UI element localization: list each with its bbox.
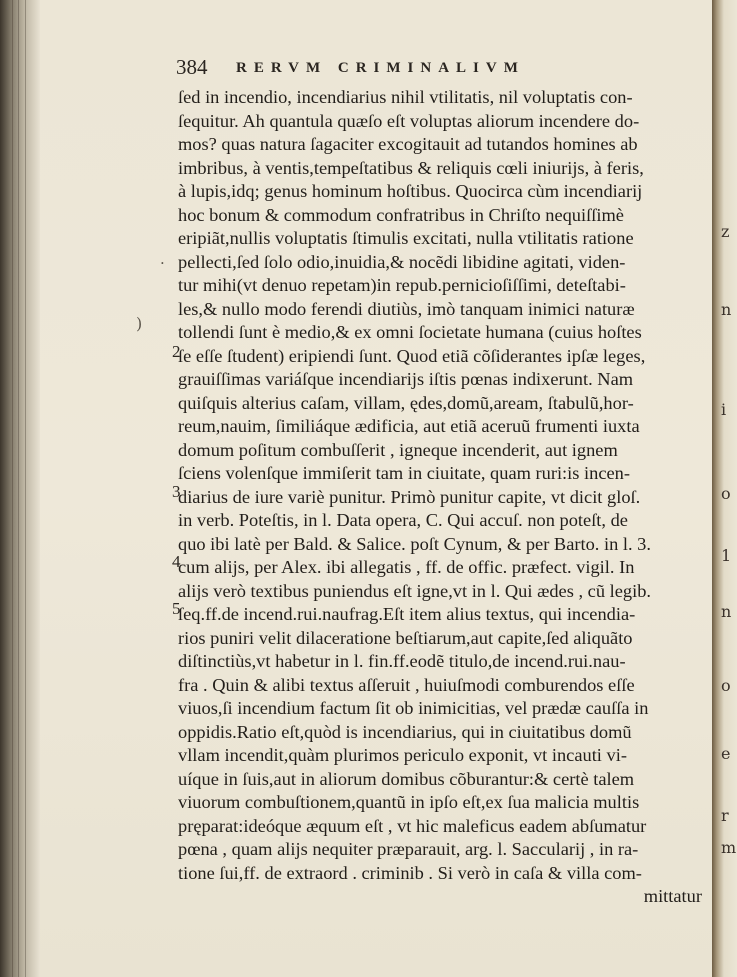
text-line: alijs verò textibus puniendus eſt igne,vt in l. Qui ædes , cũ legib.: [178, 580, 651, 601]
text-line: quo ibi latè per Bald. & Salice. poſt Cynum, & per Barto. in l. 3.: [178, 533, 651, 554]
text-line: pręparat:ideóque æquum eſt , vt hic maleficus eadem abſumatur: [178, 815, 647, 836]
text-line: ſequitur. Ah quantula quæſo eſt voluptas aliorum incendere do-: [178, 110, 640, 131]
margin-note-number: 4: [172, 552, 181, 571]
text-line: diſtinctiùs,vt habetur in l. fin.ff.eodẽ titulo,de incend.rui.nau-: [178, 651, 626, 671]
text-line: uíque in ſuis,aut in aliorum domibus cõburantur:& certè talem: [178, 768, 635, 789]
facing-page-fragment: i: [721, 400, 727, 419]
running-head: [176, 55, 712, 80]
text-line: vllam incendit,quàm plurimos periculo exponit, vt incauti vi-: [178, 745, 627, 765]
margin-bracket-mark: ): [136, 314, 143, 333]
text-line: quiſquis alterius caſam, villam, ędes,domũ,aream, ſtabulũ,hor-: [178, 392, 634, 413]
facing-page-fragment: r: [721, 806, 729, 825]
text-line: rios puniri velit dilaceratione beſtiarum,aut capite,ſed aliquãto: [178, 627, 633, 648]
page-number: 384: [176, 55, 208, 79]
facing-page-fragment: 1: [721, 546, 732, 565]
facing-page-fragment: o: [721, 676, 731, 695]
text-line: fra . Quin & alibi textus aſſeruit , huiuſmodi comburendos eſſe: [178, 674, 635, 695]
text-line: diarius de iure variè punitur. Primò punitur capite, vt dicit gloſ.: [178, 486, 641, 507]
facing-page-fragment: n: [721, 300, 732, 319]
page-stack-line: [18, 0, 19, 977]
text-line: domum poſitum combuſſerit , igneque incenderit, aut ignem: [178, 439, 618, 460]
text-line: grauiſſimas variáſque incendiarijs iſtis pœnas indixerunt. Nam: [178, 369, 634, 389]
text-line: viuos,ſi incendium factum ſit ob inimicitias, vel prædæ cauſſa in: [178, 698, 649, 718]
text-line: eripiãt,nullis voluptatis ſtimulis excitati, nulla vtilitatis ratione: [178, 228, 634, 248]
facing-page-fragment: o: [721, 484, 731, 503]
text-line: mos? quas natura ſagaciter excogitauit ad tutandos homines ab: [178, 134, 638, 154]
text-line: imbribus, à ventis,tempeſtatibus & reliquis cœli iniurijs, à feris,: [178, 157, 644, 178]
text-line: oppidis.Ratio eſt,quòd is incendiarius, qui in ciuitatibus domũ: [178, 721, 632, 742]
margin-note-number: 3: [172, 482, 181, 501]
facing-page-fragment: m: [721, 838, 737, 857]
book-gutter-edge: [0, 0, 40, 977]
margin-dot: ·: [160, 254, 165, 272]
text-line: mittatur: [643, 886, 702, 906]
text-line: viuorum combuſtionem,quantũ in ipſo eſt,ex ſua malicia multis: [178, 792, 640, 812]
page-stack-line: [25, 0, 26, 977]
text-line: à lupis,idq; genus hominum hoſtibus. Quocirca cùm incendiarij: [178, 181, 643, 201]
text-line: les,& nullo modo ferendi diutiùs, imò tanquam inimici naturæ: [178, 298, 635, 319]
text-line: pellecti,ſed ſolo odio,inuidia,& nocẽdi libidine agitati, viden-: [178, 251, 626, 272]
text-line: ſeq.ff.de incend.rui.naufrag.Eſt item alius textus, qui incendia-: [178, 604, 636, 624]
facing-page-fragment: z: [721, 222, 730, 241]
margin-note-number: 5: [172, 599, 181, 618]
body-text: [178, 86, 708, 909]
facing-page-edge: [712, 0, 737, 977]
facing-page-fragment: n: [721, 602, 732, 621]
text-line: pœna , quam alijs nequiter præparauit, arg. l. Saccularij , in ra-: [178, 839, 639, 859]
page-stack-line: [12, 0, 13, 977]
running-title: RERVM CRIMINALIVM: [236, 60, 525, 76]
text-line: tollendi ſunt è medio,& ex omni ſocietate humana (cuius hoſtes: [178, 322, 642, 342]
facing-page-fragment: e: [721, 744, 731, 763]
text-line: ſe eſſe ſtudent) eripiendi ſunt. Quod etiã cõſiderantes ipſæ leges,: [178, 345, 646, 366]
text-line: hoc bonum & commodum confratribus in Chriſto nequiſſimè: [178, 204, 624, 225]
text-line: cum alijs, per Alex. ibi allegatis , ff. de offic. præfect. vigil. In: [178, 557, 635, 577]
margin-note-number: 2: [172, 342, 181, 361]
text-line: tur mihi(vt denuo repetam)in repub.pernicioſiſſimi, deteſtabi-: [178, 275, 626, 295]
text-line: reum,nauim, ſimiliáque ædificia, aut etiã aceruũ frumenti iuxta: [178, 416, 640, 436]
text-line: ſed in incendio, incendiarius nihil vtilitatis, nil voluptatis con-: [178, 87, 633, 107]
text-line: ſciens volenſque immiſerit tam in ciuitate, quam ruri:is incen-: [178, 463, 630, 483]
text-line: in verb. Poteſtis, in l. Data opera, C. Qui accuſ. non poteſt, de: [178, 510, 628, 530]
text-line: tione ſui,ff. de extraord . criminib . Si verò in caſa & villa com-: [178, 862, 642, 883]
